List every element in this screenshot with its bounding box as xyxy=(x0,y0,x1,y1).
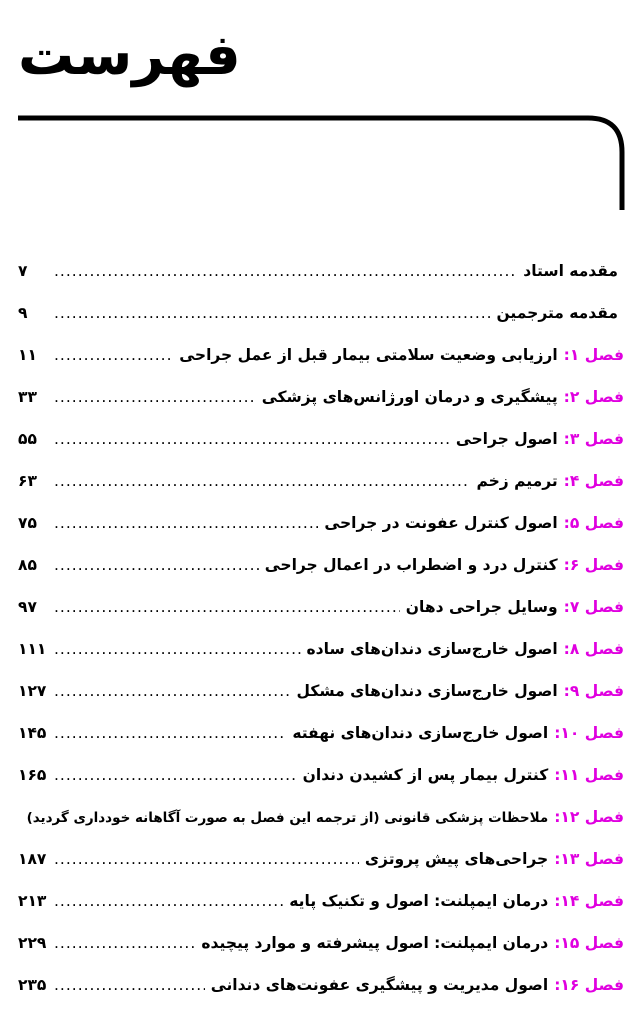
toc-entry[interactable] xyxy=(18,934,624,976)
dot-leader xyxy=(54,262,517,280)
toc-entry[interactable] xyxy=(18,976,624,1018)
page-number: ۹۷ xyxy=(18,598,37,616)
chapter-label: فصل ۱: xyxy=(563,346,624,364)
dot-leader xyxy=(54,682,290,700)
entry-title: ترمیم زخم xyxy=(476,472,558,490)
dot-leader xyxy=(54,304,490,322)
toc-entry[interactable] xyxy=(18,304,624,346)
dot-leader xyxy=(54,766,297,784)
page-number: ۷۵ xyxy=(18,514,37,532)
page-number: ۱۸۷ xyxy=(18,850,47,868)
toc-entry[interactable] xyxy=(18,640,624,682)
dot-leader xyxy=(54,976,205,994)
entry-title: کنترل بیمار پس از کشیدن دندان xyxy=(302,766,549,784)
chapter-label: فصل ۱۳: xyxy=(554,850,624,868)
dot-leader xyxy=(54,430,450,448)
entry-title: پیشگیری و درمان اورژانس‌های پزشکی xyxy=(261,388,558,406)
page-number: ۷ xyxy=(18,262,28,280)
page-number: ۳۳ xyxy=(18,388,37,406)
page-number: ۸۵ xyxy=(18,556,37,574)
entry-title: اصول جراحی xyxy=(455,430,558,448)
page-number: ۲۳۵ xyxy=(18,976,47,994)
toc-entry[interactable] xyxy=(18,682,624,724)
page-title: فهرست xyxy=(18,23,241,88)
chapter-label: فصل ۶: xyxy=(563,556,624,574)
page-number: ۱۴۵ xyxy=(18,724,47,742)
page-number: ۹ xyxy=(18,304,28,322)
toc-entry[interactable] xyxy=(18,808,624,850)
toc-entry[interactable] xyxy=(18,724,624,766)
dot-leader xyxy=(54,388,256,406)
entry-title: مقدمه مترجمین xyxy=(496,304,618,322)
toc-entry[interactable] xyxy=(18,556,624,598)
toc-entry[interactable] xyxy=(18,766,624,808)
dot-leader xyxy=(54,640,301,658)
entry-title: ارزیابی وضعیت سلامتی بیمار قبل از عمل جراحی xyxy=(179,346,558,364)
entry-title: اصول خارج‌سازی دندان‌های ساده xyxy=(306,640,558,658)
dot-leader xyxy=(54,556,259,574)
toc-entry[interactable] xyxy=(18,598,624,640)
toc-entry[interactable] xyxy=(18,514,624,556)
entry-title: درمان ایمپلنت: اصول و تکنیک پایه xyxy=(289,892,549,910)
page-number: ۶۳ xyxy=(18,472,37,490)
toc-entry[interactable] xyxy=(18,388,624,430)
entry-title: جراحی‌های پیش پروتزی xyxy=(364,850,549,868)
page-number: ۱۲۷ xyxy=(18,682,47,700)
toc-entry[interactable] xyxy=(18,472,624,514)
toc-entry[interactable] xyxy=(18,850,624,892)
entry-title: اصول کنترل عفونت در جراحی xyxy=(324,514,558,532)
chapter-label: فصل ۲: xyxy=(563,388,624,406)
chapter-label: فصل ۱۴: xyxy=(554,892,624,910)
dot-leader xyxy=(54,598,400,616)
chapter-label: فصل ۹: xyxy=(563,682,624,700)
table-of-contents xyxy=(18,262,624,1018)
dot-leader xyxy=(54,472,470,490)
dot-leader xyxy=(54,514,318,532)
chapter-label: فصل ۱۶: xyxy=(554,976,624,994)
entry-title: کنترل درد و اضطراب در اعمال جراحی xyxy=(264,556,558,574)
toc-entry[interactable] xyxy=(18,430,624,472)
chapter-label: فصل ۵: xyxy=(563,514,624,532)
chapter-label: فصل ۷: xyxy=(563,598,624,616)
page-number: ۵۵ xyxy=(18,430,37,448)
header-rule-divider xyxy=(18,114,626,210)
entry-title: وسایل جراحی دهان xyxy=(405,598,558,616)
chapter-label: فصل ۸: xyxy=(563,640,624,658)
entry-title: اصول خارج‌سازی دندان‌های نهفته xyxy=(292,724,549,742)
entry-title: ملاحظات پزشکی قانونی (از ترجمه این فصل به صورت آگاهانه خودداری گردید) xyxy=(26,810,549,826)
chapter-label: فصل ۱۵: xyxy=(554,934,624,952)
dot-leader xyxy=(54,346,173,364)
chapter-label: فصل ۴: xyxy=(563,472,624,490)
entry-title: درمان ایمپلنت: اصول پیشرفته و موارد پیچیده xyxy=(201,934,549,952)
toc-entry[interactable] xyxy=(18,892,624,934)
entry-title: مقدمه استاد xyxy=(523,262,618,280)
toc-entry[interactable] xyxy=(18,262,624,304)
entry-title: اصول خارج‌سازی دندان‌های مشکل xyxy=(296,682,558,700)
page-number: ۱۱ xyxy=(18,346,37,364)
dot-leader xyxy=(54,724,286,742)
chapter-label: فصل ۳: xyxy=(563,430,624,448)
dot-leader xyxy=(54,850,359,868)
dot-leader xyxy=(54,892,283,910)
page-number: ۲۲۹ xyxy=(18,934,47,952)
entry-title: اصول مدیریت و پیشگیری عفونت‌های دندانی xyxy=(210,976,549,994)
toc-entry[interactable] xyxy=(18,346,624,388)
chapter-label: فصل ۱۱: xyxy=(554,766,624,784)
chapter-label: فصل ۱۲: xyxy=(554,808,624,826)
page-number: ۱۶۵ xyxy=(18,766,47,784)
dot-leader xyxy=(54,934,195,952)
page-number: ۲۱۳ xyxy=(18,892,47,910)
page-number: ۱۱۱ xyxy=(18,640,47,658)
chapter-label: فصل ۱۰: xyxy=(554,724,624,742)
